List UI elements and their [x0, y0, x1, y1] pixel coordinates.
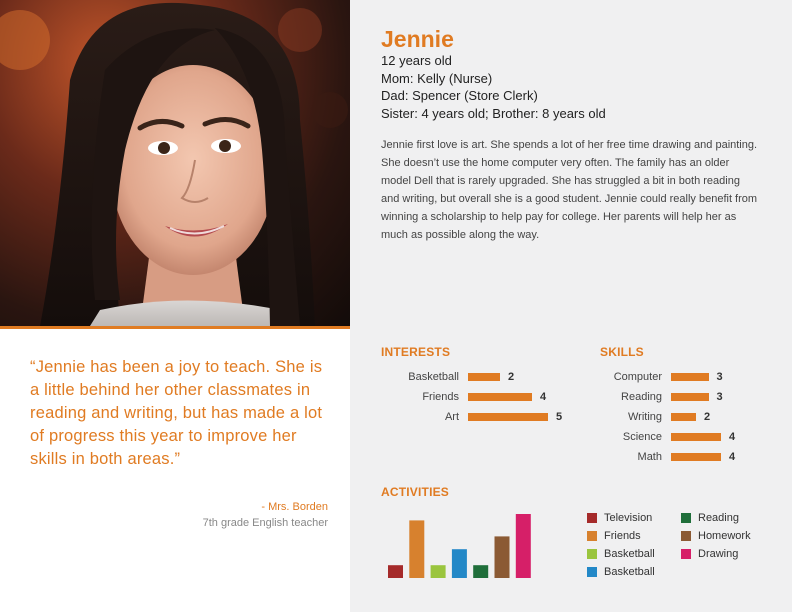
- skill-value: 4: [729, 431, 736, 443]
- skill-row: [637, 449, 751, 465]
- interest-label: Art: [444, 411, 459, 423]
- legend-label: Reading: [698, 512, 739, 524]
- activities-chart: [388, 508, 548, 580]
- legend-label: Friends: [604, 530, 641, 542]
- skill-bar: [671, 413, 696, 421]
- interest-value: 4: [540, 391, 547, 403]
- interest-label: Basketball: [408, 371, 459, 383]
- interest-row: [408, 369, 530, 385]
- photo-divider: [0, 326, 350, 329]
- legend-label: Basketball: [604, 548, 655, 560]
- quote-author: - Mrs. Borden: [261, 501, 328, 513]
- skills-title: SKILLS: [600, 345, 644, 359]
- skill-label: Math: [637, 451, 662, 463]
- skill-row: [621, 389, 739, 405]
- activity-bar: [473, 565, 488, 578]
- legend-label: Drawing: [698, 548, 739, 560]
- legend-swatch: [587, 513, 597, 523]
- fact-dad: Dad: Spencer (Store Clerk): [381, 88, 538, 103]
- skill-value: 2: [704, 411, 711, 423]
- legend-swatch: [681, 531, 691, 541]
- interest-label: Friends: [422, 391, 459, 403]
- skill-bar: [671, 433, 721, 441]
- fact-age: 12 years old: [381, 53, 452, 68]
- legend-label: Homework: [698, 530, 751, 542]
- legend-swatch: [681, 549, 691, 559]
- activity-bar: [388, 565, 403, 578]
- interest-bar: [468, 413, 548, 421]
- legend-swatch: [587, 567, 597, 577]
- persona-bio: Jennie first love is art. She spends a lot of her free time drawing and painting. She doesn’t use the home computer very often. The family has an older model Dell that is rarely upgraded. She has struggled a bit in both reading and writing, but overall she is a good student. Jennie could really benefit from winning a scholarship to help pay for college. Her parents will help her as much as possible along the way.: [381, 139, 758, 241]
- persona-photo: [0, 0, 350, 326]
- skill-bar: [671, 393, 709, 401]
- teacher-quote: “Jennie has been a joy to teach. She is a little behind her other classmates in reading and writing, but has made a lot of progress this year to improve her skills in both areas.”: [30, 358, 323, 468]
- skill-label: Reading: [621, 391, 662, 403]
- skill-label: Science: [622, 431, 662, 443]
- skill-row: [613, 369, 739, 385]
- quote-author-role: 7th grade English teacher: [202, 517, 328, 529]
- skill-row: [622, 429, 751, 445]
- skill-value: 3: [716, 371, 723, 383]
- interest-row: [444, 409, 578, 425]
- persona-name: Jennie: [381, 26, 454, 52]
- skill-label: Computer: [613, 371, 662, 383]
- skill-bar: [671, 453, 721, 461]
- interest-row: [422, 389, 562, 405]
- interest-bar: [468, 393, 532, 401]
- legend-swatch: [587, 531, 597, 541]
- interest-value: 5: [556, 411, 563, 423]
- activities-title: ACTIVITIES: [381, 485, 450, 499]
- skill-value: 3: [716, 391, 723, 403]
- activity-bar: [495, 536, 510, 578]
- fact-mom: Mom: Kelly (Nurse): [381, 70, 493, 86]
- quote-attribution: [203, 499, 328, 531]
- activity-bar: [452, 549, 467, 578]
- skill-value: 4: [729, 451, 736, 463]
- activity-bar: [431, 565, 446, 578]
- skill-label: Writing: [627, 411, 662, 423]
- legend-label: Basketball: [604, 566, 655, 578]
- legend-label: Television: [604, 512, 653, 524]
- activities-legend: [587, 511, 777, 581]
- skill-row: [627, 409, 726, 425]
- interests-title: INTERESTS: [381, 345, 451, 359]
- legend-swatch: [681, 513, 691, 523]
- skill-bar: [671, 373, 709, 381]
- interest-bar: [468, 373, 500, 381]
- activity-bar: [409, 520, 424, 578]
- persona-facts: [381, 52, 606, 122]
- interest-value: 2: [508, 371, 515, 383]
- activity-bar: [516, 514, 531, 578]
- fact-siblings: Sister: 4 years old; Brother: 8 years old: [381, 105, 606, 121]
- left-column: [0, 0, 350, 612]
- legend-swatch: [587, 549, 597, 559]
- portrait-illustration: [0, 0, 350, 326]
